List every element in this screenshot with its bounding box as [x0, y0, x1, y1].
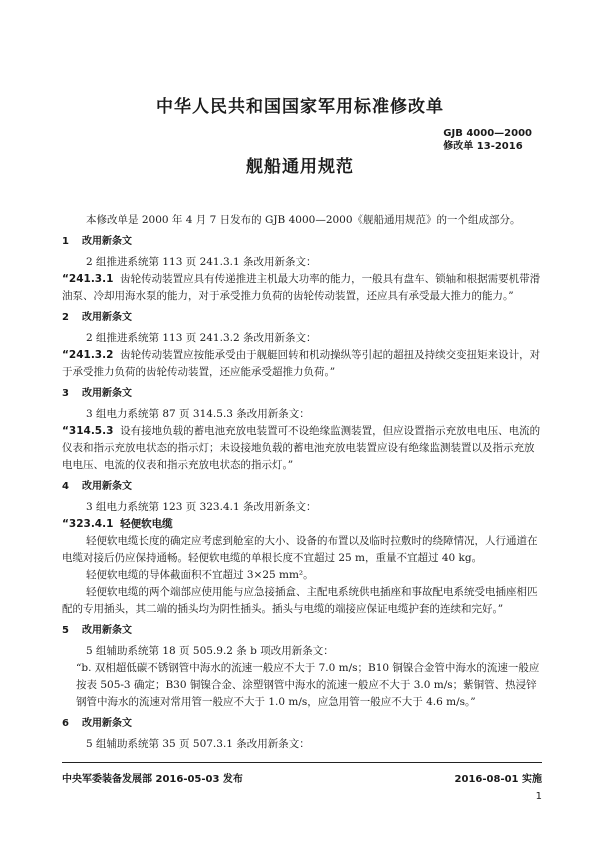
section-heading: [62, 233, 542, 250]
section-reference: 2 组推进系统第 113 页 241.3.1 条改用新条文：: [86, 256, 317, 268]
section-heading-text: 改用新条文: [82, 236, 132, 247]
section-heading-text: 改用新条文: [82, 388, 132, 399]
document-body: [62, 212, 542, 757]
section-clause: [62, 423, 542, 474]
section-heading: [62, 715, 542, 732]
standard-number: GJB 4000—2000: [443, 128, 532, 139]
effective-date: 2016-08-01 实施: [454, 774, 542, 785]
section-heading-text: 改用新条文: [82, 625, 132, 636]
section-reference: 2 组推进系统第 113 页 241.3.2 条改用新条文：: [86, 332, 317, 344]
section-reference: 3 组电力系统第 87 页 314.5.3 条改用新条文：: [86, 408, 310, 420]
section-heading-text: 改用新条文: [82, 718, 132, 729]
section-heading-text: 改用新条文: [82, 312, 132, 323]
section-clause: [62, 516, 542, 533]
section-number: 5: [62, 625, 69, 636]
standard-amendment-title: 中华人民共和国国家军用标准修改单: [156, 97, 444, 117]
clause-item-b: “b. 双相超低碳不锈钢管中海水的流速一般应不大于 7.0 m/s；B10 铜镍合金管中海水的流速一般应按表 505-3 确定；B30 铜镍合金、涂塑钢管中海水的流速一般应不大于 3.0 m/s；紫铜管、热浸锌钢管中海水的流速对常用管一般应不大于 1.0 m/s，应急用管一般应不大于 4.6 m/s。”: [76, 662, 540, 708]
page-number: 1: [535, 791, 542, 802]
section-reference: 5 组辅助系统第 18 页 505.9.2 条 b 项改用新条文：: [86, 645, 334, 657]
intro-paragraph: 本修改单是 2000 年 4 月 7 日发布的 GJB 4000—2000《舰船通用规范》的一个组成部分。: [86, 214, 521, 226]
amendment-number: 修改单 13-2016: [443, 141, 523, 152]
section-4: [62, 478, 542, 618]
section-clause: [62, 271, 542, 305]
section-heading: [62, 622, 542, 639]
section-number: 3: [62, 388, 69, 399]
section-1: [62, 233, 542, 305]
clause-number: “323.4.1: [62, 518, 114, 530]
section-heading: [62, 385, 542, 402]
clause-paragraph: 轻便软电缆的两个端部应使用能与应急接插盒、主配电系统供电插座和事故配电系统受电插座相匹配的专用插头，其二端的插头均为阴性插头。插头与电缆的端接应保证电缆护套的连续和完好。”: [62, 586, 538, 615]
section-heading-text: 改用新条文: [82, 481, 132, 492]
section-6: [62, 715, 542, 753]
clause-number: “314.5.3: [62, 425, 114, 437]
section-3: [62, 385, 542, 474]
document-title: 舰船通用规范: [246, 157, 354, 177]
footer-divider: [62, 762, 542, 763]
section-number: 4: [62, 481, 69, 492]
section-heading: [62, 309, 542, 326]
section-number: 6: [62, 718, 69, 729]
clause-number: “241.3.2: [62, 349, 114, 361]
standard-code-block: [443, 127, 532, 153]
issuer-date: 中央军委装备发展部 2016-05-03 发布: [62, 774, 243, 785]
clause-number: “241.3.1: [62, 273, 114, 285]
clause-paragraph: 轻便软电缆的导体截面积不宜超过 3×25 mm²。: [86, 569, 314, 581]
section-2: [62, 309, 542, 381]
clause-text: 齿轮传动装置应具有传递推进主机最大功率的能力，一般具有盘车、锁轴和根据需要机带滑油泵、冷却用海水泵的能力，对于承受推力负荷的齿轮传动装置，还应具有承受最大推力的能力。”: [62, 273, 541, 302]
section-clause: [62, 347, 542, 381]
section-reference: 5 组辅助系统第 35 页 507.3.1 条改用新条文：: [86, 738, 310, 750]
clause-title: 轻便软电缆: [120, 518, 173, 530]
section-heading: [62, 478, 542, 495]
clause-text: 齿轮传动装置应按能承受由于舰艇回转和机动操纵等引起的超扭及持续交变扭矩来设计，对于承受推力负荷的齿轮传动装置，还应能承受超推力负荷。”: [62, 349, 541, 378]
clause-text: 设有接地负载的蓄电池充放电装置可不设绝缘监测装置，但应设置指示充放电电压、电流的仪表和指示充放电状态的指示灯；未设接地负载的蓄电池充放电装置应设有绝缘监测装置以及指示充放电电压、电流的仪表和指示充放电状态的指示灯。”: [62, 425, 541, 471]
clause-paragraph: 轻便软电缆长度的确定应考虑到舱室的大小、设备的布置以及临时拉敷时的绕障情况，人行通道在电缆对接后仍应保持通畅。轻便软电缆的单根长度不宜超过 25 m，重量不宜超过 40 kg。: [62, 535, 538, 564]
section-number: 2: [62, 312, 69, 323]
section-5: [62, 622, 542, 711]
section-number: 1: [62, 236, 69, 247]
section-reference: 3 组电力系统第 123 页 323.4.1 条改用新条文：: [86, 501, 317, 513]
